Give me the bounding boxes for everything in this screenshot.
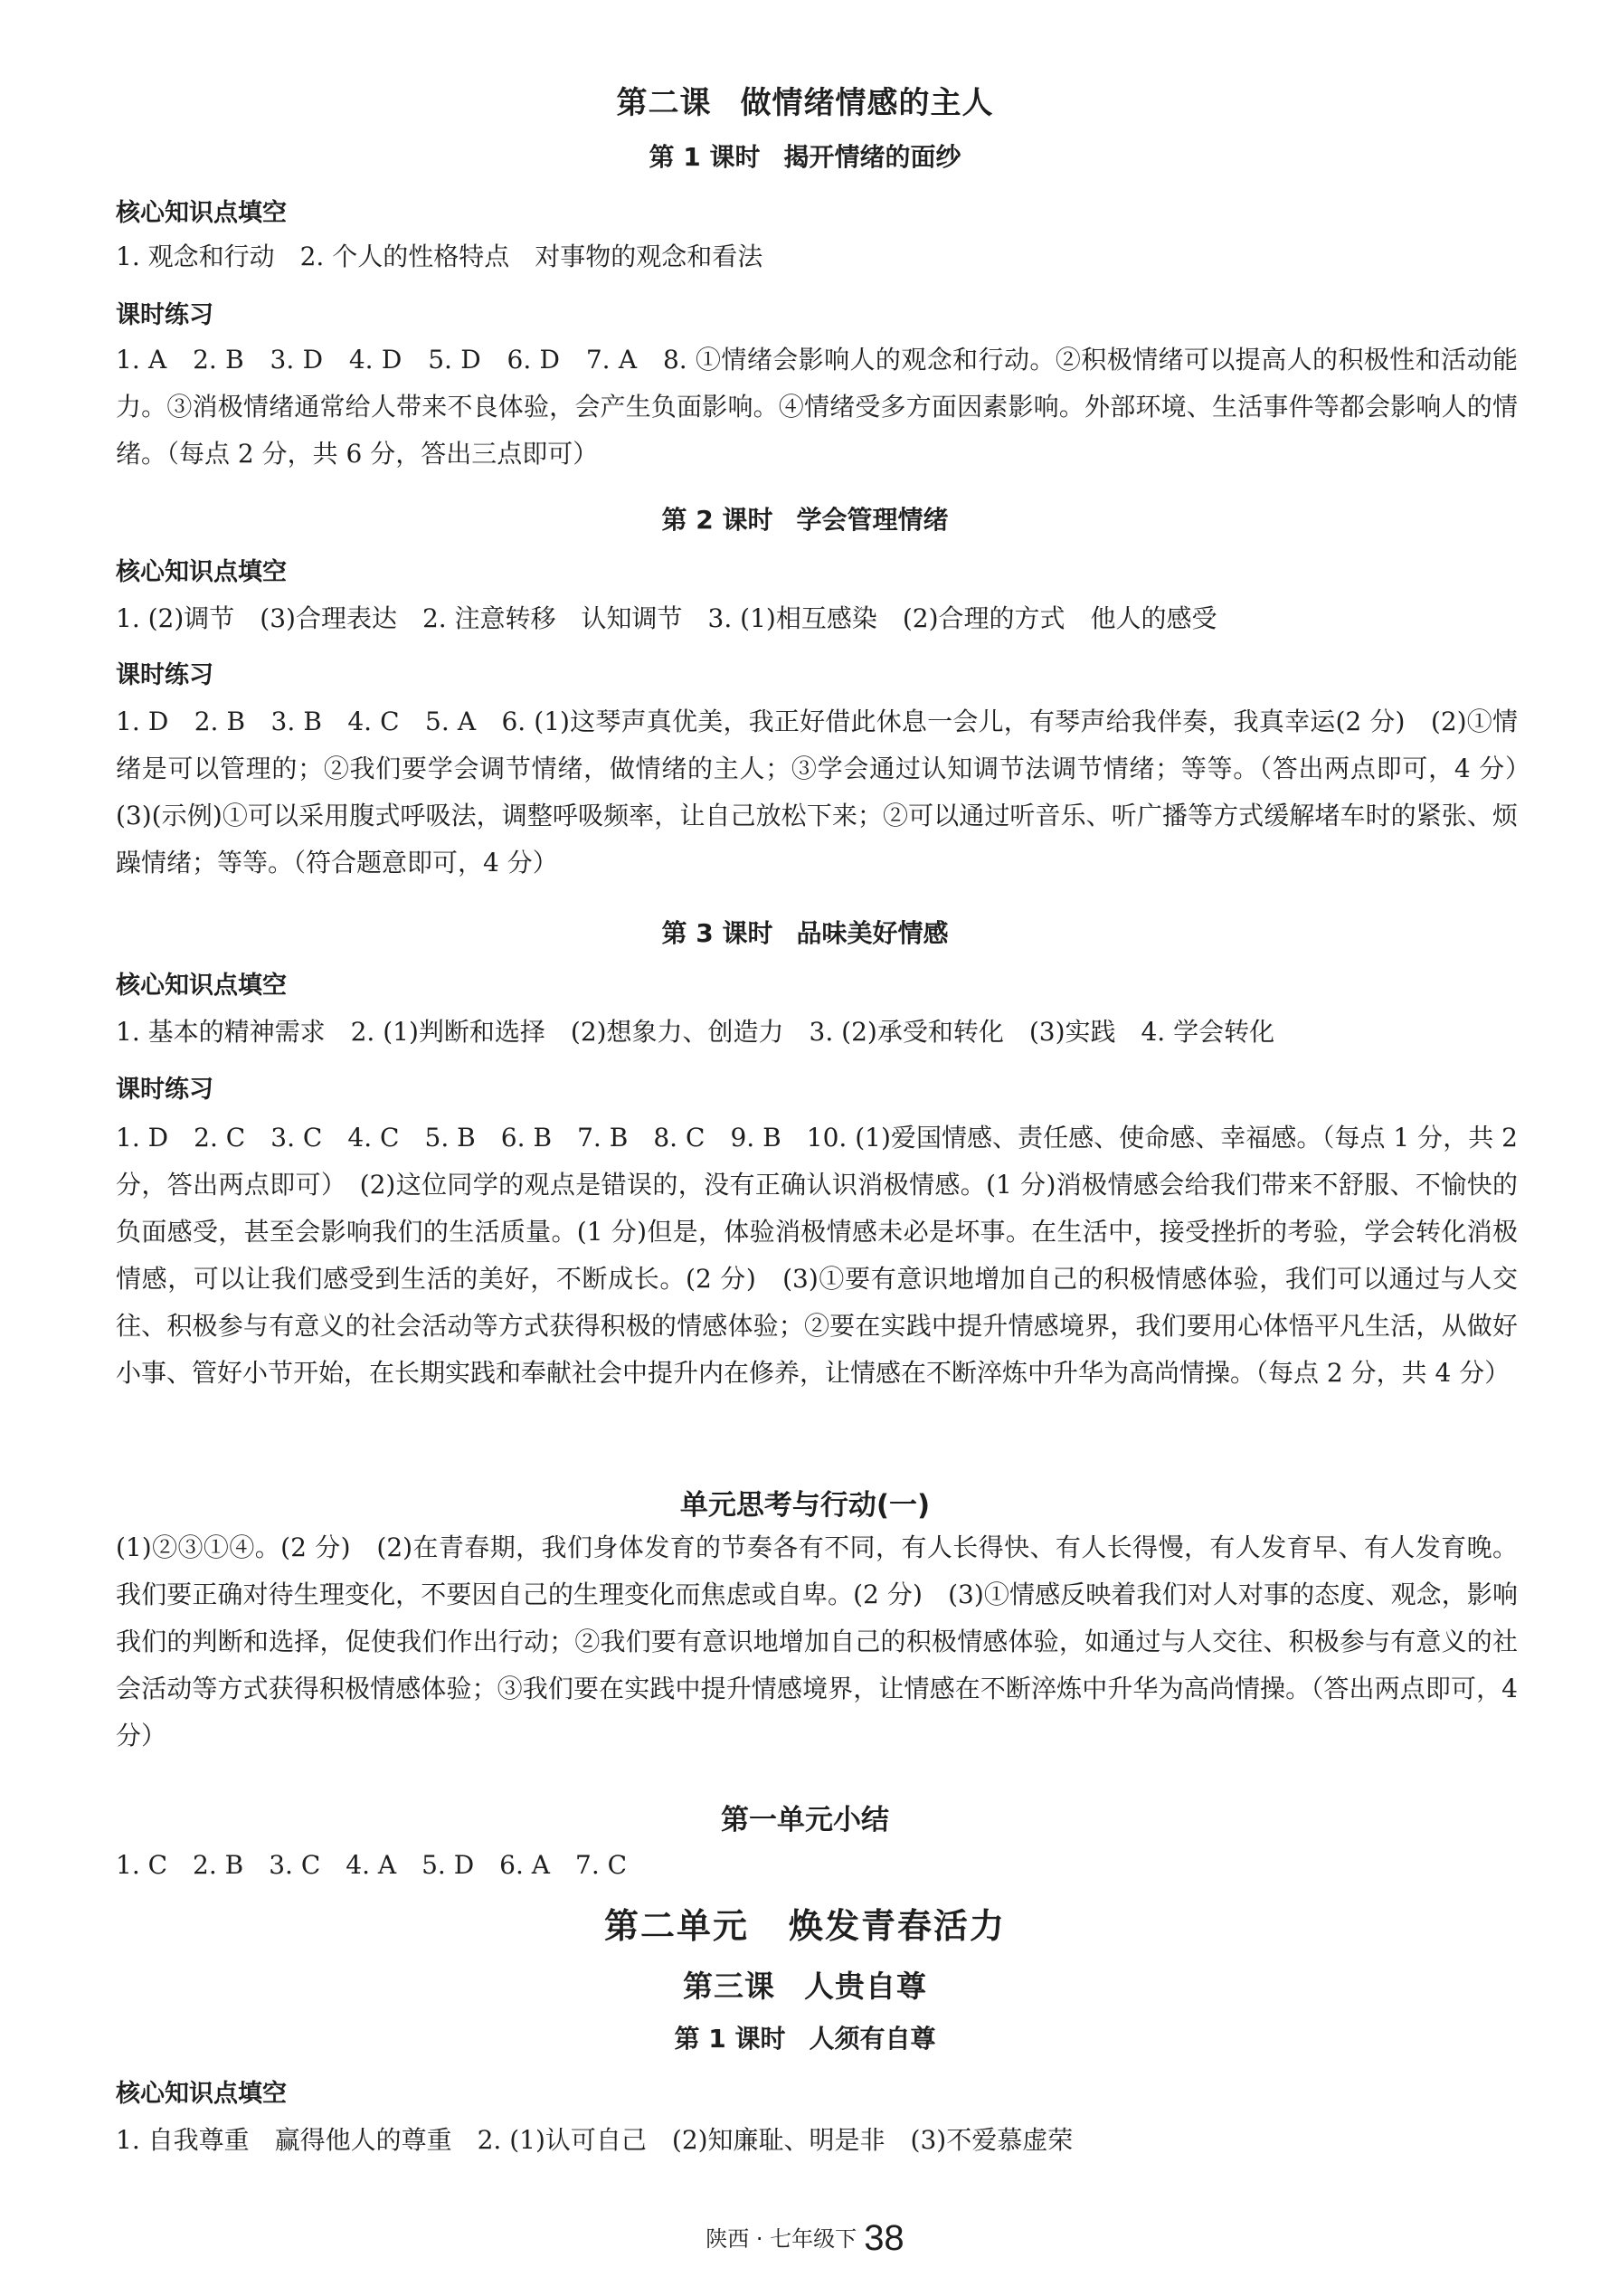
unit-2-heading (0, 1898, 1610, 1948)
practice-answers: 1. A 2. B 3. D 4. D 5. D 6. D 7. A 8. ①情绪会影响人的观念和行动。②积极情绪可以提高人的积极性和活动能力。③消极情绪通常给人带来不良体验，会产生负面影响。④情绪受多方面因素影响。外部环境、生活事件等都会影响人的情绪。（每点 2 分，共 6 分，答出三点即可） (116, 345, 1518, 469)
unit-1-summary-answers: 1. C 2. B 3. C 4. A 5. D 6. A 7. C (116, 1850, 628, 1880)
unit-think-heading: 单元思考与行动(一) (679, 1489, 931, 1522)
core-knowledge-label: 核心知识点填空 (116, 2080, 287, 2108)
core-knowledge-answers: 1. 观念和行动 2. 个人的性格特点 对事物的观念和看法 (116, 242, 763, 271)
practice-answers: 1. D 2. B 3. B 4. C 5. A 6. (1)这琴声真优美，我正好借此休息一会儿，有琴声给我伴奏，我真幸运(2 分) (2)①情绪是可以管理的；②我们要学会调节情绪，做情绪的主人；③学会通过认知调节法调节情绪；等等。（答出两点即可，4 分） (3)(示例)①可以采用腹式呼吸法，调整呼吸频率，让自己放松下来；②可以通过听音乐、听广播等方式缓解堵车时的紧张、烦躁情绪；等等。（符合题意即可，4 分） (116, 707, 1544, 878)
unit-1-summary-heading: 第一单元小结 (721, 1804, 889, 1836)
lesson-3-period-1-heading (0, 2019, 1610, 2055)
period-2-label: 第 2 课时 (661, 505, 773, 535)
core-knowledge-answers: 1. 基本的精神需求 2. (1)判断和选择 (2)想象力、创造力 3. (2)承受和转化 (3)实践 4. 学会转化 (116, 1017, 1275, 1047)
period-2-title: 学会管理情绪 (796, 505, 949, 535)
period-1-title: 人须有自尊 (809, 2024, 936, 2054)
practice-label: 课时练习 (116, 301, 213, 329)
lesson-2-heading (0, 78, 1610, 122)
core-knowledge-label: 核心知识点填空 (116, 199, 287, 227)
core-knowledge-label: 核心知识点填空 (116, 558, 287, 586)
lesson-3-title: 第三课 (683, 1969, 775, 2004)
period-2-heading (0, 500, 1610, 536)
practice-answers: 1. D 2. C 3. C 4. C 5. B 6. B 7. B 8. C 9. B 10. (1)爱国情感、责任感、使命感、幸福感。（每点 1 分，共 2 分，答出两点即可） (2)这位同学的观点是错误的，没有正确认识消极情感。(1 分)消极情感会给我们带来不舒服、不愉快的负面感受，甚至会影响我们的生活质量。(1 分)但是，体验消极情感未必是坏事。在生活中，接受挫折的考验，学会转化消极情感，可以让我们感受到生活的美好，不断成长。(2 分) (3)①要有意识地增加自己的积极情感体验，我们可以通过与人交往、积极参与有意义的社会活动等方式获得积极的情感体验；②要在实践中提升情感境界，我们要用心体悟平凡生活，从做好小事、管好小节开始，在长期实践和奉献社会中提升内在修养，让情感在不断淬炼中升华为高尚情操。（每点 2 分，共 4 分） (116, 1123, 1518, 1388)
footer-region-grade: 陕西 · 七年级下 (706, 2226, 857, 2252)
core-knowledge-answers: 1. (2)调节 (3)合理表达 2. 注意转移 认知调节 3. (1)相互感染 (2)合理的方式 他人的感受 (116, 603, 1217, 633)
period-1-heading (0, 138, 1610, 174)
period-1-title: 揭开情绪的面纱 (783, 142, 961, 172)
period-3-title: 品味美好情感 (796, 918, 949, 948)
unit-2-subtitle: 焕发青春活力 (789, 1906, 1007, 1946)
lesson-3-heading (0, 1963, 1610, 2006)
lesson-2-title: 第二课 (616, 85, 712, 121)
unit-2-title: 第二单元 (603, 1906, 749, 1946)
practice-label: 课时练习 (116, 661, 213, 689)
period-1-label: 第 1 课时 (649, 142, 761, 172)
lesson-3-subtitle: 人贵自尊 (804, 1969, 927, 2004)
core-knowledge-label: 核心知识点填空 (116, 972, 287, 1000)
unit-think-answers: (1)②③①④。(2 分) (2)在青春期，我们身体发育的节奏各有不同，有人长得快、有人长得慢，有人发育早、有人发育晚。我们要正确对待生理变化，不要因自己的生理变化而焦虑或自卑。(2 分) (3)①情感反映着我们对人对事的态度、观念，影响我们的判断和选择，促使我们作出行动；②我们要有意识地增加自己的积极情感体验，如通过与人交往、积极参与有意义的社会活动等方式获得积极情感体验；③我们要在实践中提升情感境界，让情感在不断淬炼中升华为高尚情操。（答出两点即可，4 分） (116, 1532, 1518, 1750)
period-3-heading (0, 914, 1610, 950)
page-footer (0, 2218, 1610, 2259)
period-1-label: 第 1 课时 (674, 2024, 786, 2054)
period-3-label: 第 3 课时 (661, 918, 773, 948)
core-knowledge-answers: 1. 自我尊重 赢得他人的尊重 2. (1)认可自己 (2)知廉耻、明是非 (3)不爱慕虚荣 (116, 2125, 1074, 2155)
lesson-2-subtitle: 做情绪情感的主人 (740, 85, 994, 121)
practice-label: 课时练习 (116, 1076, 213, 1104)
page-number: 38 (864, 2218, 904, 2258)
